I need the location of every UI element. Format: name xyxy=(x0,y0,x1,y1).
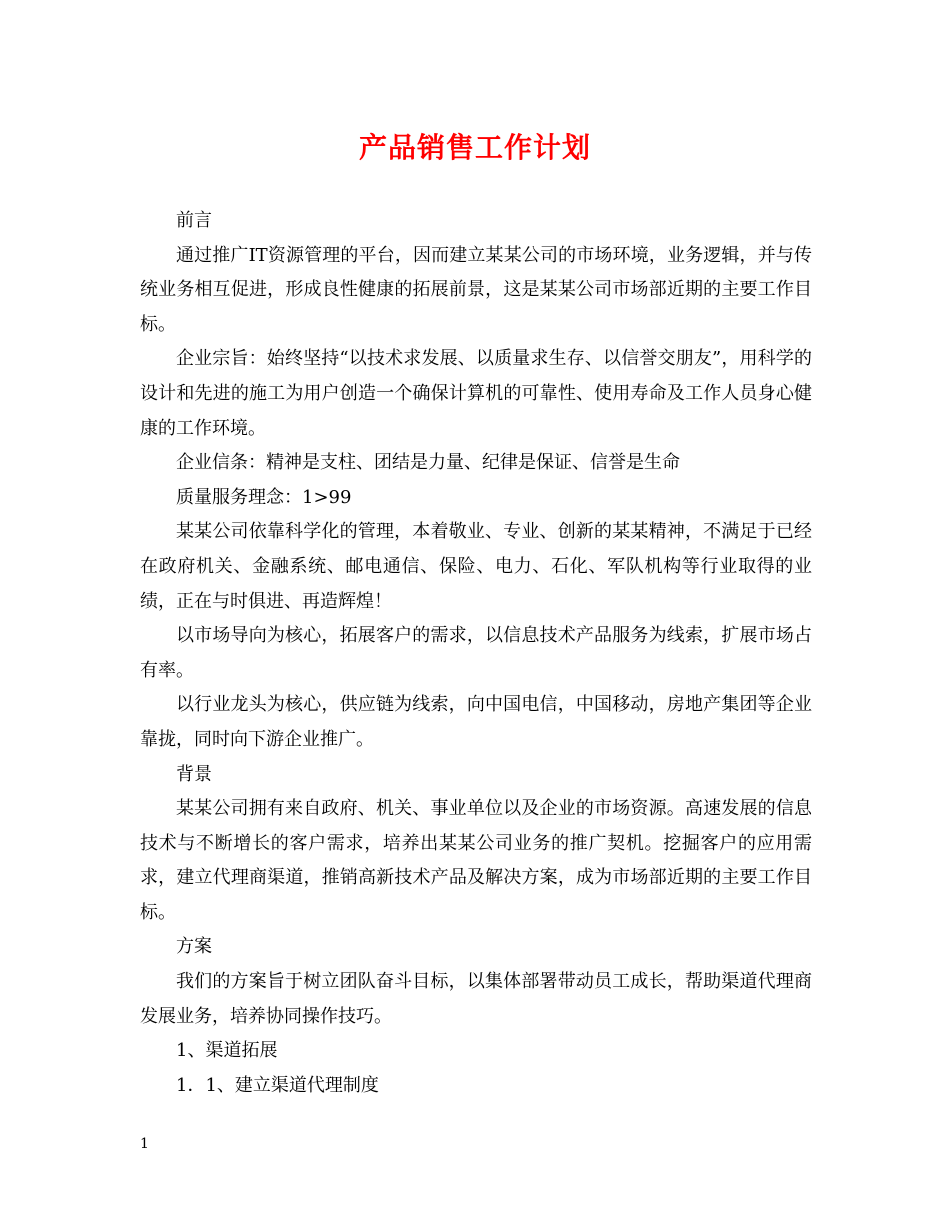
document-body xyxy=(140,204,812,1103)
paragraph-management: 某某公司依靠科学化的管理，本着敬业、专业、创新的某某精神，不满足于已经在政府机关、金融系统、邮电通信、保险、电力、石化、军队机构等行业取得的业绩，正在与时俱进、再造辉煌！ xyxy=(140,521,812,612)
section-heading-plan: 方案 xyxy=(176,936,212,958)
page-number: 1 xyxy=(140,1136,149,1152)
document-title: 产品销售工作计划 xyxy=(358,131,591,164)
list-item-channel-expansion: 1、渠道拓展 xyxy=(176,1040,278,1062)
paragraph-background: 某某公司拥有来自政府、机关、事业单位以及企业的市场资源。高速发展的信息技术与不断增长的客户需求，培养出某某公司业务的推广契机。挖掘客户的应用需求，建立代理商渠道，推销高新技术产品及解决方案，成为市场部近期的主要工作目标。 xyxy=(140,798,812,923)
paragraph-purpose: 企业宗旨：始终坚持“以技术求发展、以质量求生存、以信誉交朋友”，用科学的设计和先进的施工为用户创造一个确保计算机的可靠性、使用寿命及工作人员身心健康的工作环境。 xyxy=(140,348,812,439)
list-item-agent-system: 1．1、建立渠道代理制度 xyxy=(176,1074,379,1096)
paragraph-intro: 通过推广IT资源管理的平台，因而建立某某公司的市场环境，业务逻辑，并与传统业务相互促进，形成良性健康的拓展前景，这是某某公司市场部近期的主要工作目标。 xyxy=(140,244,812,335)
paragraph-market-orientation: 以市场导向为核心，拓展客户的需求，以信息技术产品服务为线索，扩展市场占有率。 xyxy=(140,625,812,681)
paragraph-industry-leaders: 以行业龙头为核心，供应链为线索，向中国电信，中国移动，房地产集团等企业靠拢，同时向下游企业推广。 xyxy=(140,694,812,750)
paragraph-plan: 我们的方案旨于树立团队奋斗目标，以集体部署带动员工成长，帮助渠道代理商发展业务，培养协同操作技巧。 xyxy=(140,971,812,1027)
paragraph-quality-concept: 质量服务理念：1>99 xyxy=(176,486,352,508)
section-heading-preface: 前言 xyxy=(176,210,212,231)
section-heading-background: 背景 xyxy=(176,763,212,785)
paragraph-creed: 企业信条：精神是支柱、团结是力量、纪律是保证、信誉是生命 xyxy=(176,452,680,474)
